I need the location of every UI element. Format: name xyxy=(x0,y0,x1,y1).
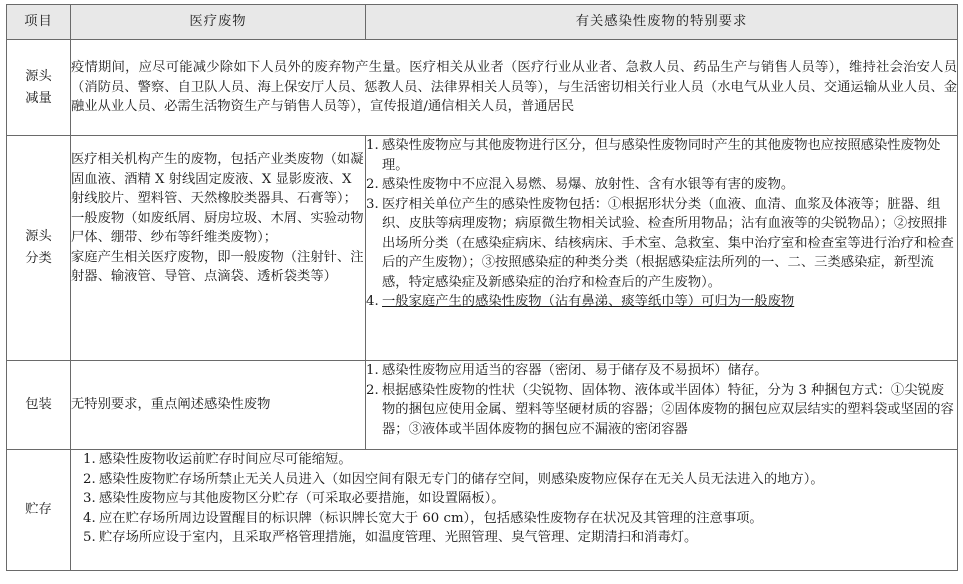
row-storage xyxy=(7,450,958,571)
row-source-reduction xyxy=(7,40,958,136)
row-packaging xyxy=(7,361,958,450)
row-label-line1: 源头 xyxy=(25,68,52,84)
row-label-packaging: 包装 xyxy=(7,361,71,450)
source-reduction-text: 疫情期间，应尽可能减少除如下人员外的废弃物产生量。医疗相关从业者（医疗行业从业者、急救人员、药品生产与销售人员等），维持社会治安人员（消防员、警察、自卫队人员、海上保安厅人员、惩教人员、法律界相关人员等），与生活密切相关行业人员（水电气从业人员、交通运输从业人员、金融业从业人员、必需生活物资生产与销售人员等），宣传报道/通信相关人员，普通居民 xyxy=(71,40,958,136)
infectious-waste-table xyxy=(6,4,958,571)
row-label-storage: 贮存 xyxy=(7,450,71,571)
packaging-requirements xyxy=(366,361,958,450)
medical-waste-paragraph: 一般废物（如废纸屑、厨房垃圾、木屑、实验动物尸体、绷带、纱布等纤维类废物）； xyxy=(71,210,364,245)
row-label-line2: 分类 xyxy=(25,251,52,266)
list-item: 3. 感染性废物应与其他废物区分贮存（可采取必要措施，如设置隔板）。 xyxy=(83,491,505,506)
row-label-source-classification xyxy=(7,136,71,361)
requirements-list xyxy=(366,136,957,312)
storage-requirements xyxy=(71,450,958,571)
list-item: 1. 感染性废物应用适当的容器（密闭、易于储存及不易损坏）储存。 xyxy=(366,363,768,378)
table-header-row xyxy=(7,5,958,40)
source-classification-medical-waste xyxy=(71,136,366,361)
list-item: 1. 感染性废物应与其他废物进行区分，但与感染性废物同时产生的其他废物也应按照感染性废物处理。 xyxy=(366,138,941,173)
row-label-line2: 减量 xyxy=(25,90,52,106)
list-item: 3. 医疗相关单位产生的感染性废物包括：①根据形状分类（血液、血清、血浆及体液等；脏器、组织、皮肤等病理废物；病原微生物相关试验、检查所用物品；沾有血液等的尖锐物品）；②按照排出场所分类（在感染症病床、结核病床、手术室、急救室、集中治疗室和检查室等进行治疗和检查后的产生废物）；③按照感染症的种类分类（根据感染症法所列的一、二、三类感染症，新型流感，特定感染症及新感染症的治疗和检查后的产生废物）。 xyxy=(366,196,954,290)
medical-waste-paragraph: 家庭产生相关医疗废物，即一般废物（注射针、注射器、输液管、导管、点滴袋、透析袋类等） xyxy=(71,249,364,284)
header-item: 项目 xyxy=(7,5,71,40)
packaging-medical-waste: 无特别要求，重点阐述感染性废物 xyxy=(71,361,366,450)
source-classification-requirements xyxy=(366,136,958,361)
list-item: 2. 根据感染性废物的性状（尖锐物、固体物、液体或半固体）特征，分为 3 种捆包方式：①尖锐废物的捆包应使用金属、塑料等坚硬材质的容器；②固体废物的捆包应双层结实的塑料袋或坚固的容器；③液体或半固体废物的捆包应不漏液的密闭容器 xyxy=(366,382,954,437)
row-label-line1: 源头 xyxy=(25,229,52,244)
list-item: 4. 一般家庭产生的感染性废物（沾有鼻涕、痰等纸巾等）可归为一般废物 xyxy=(366,294,795,309)
header-special-requirements: 有关感染性废物的特别要求 xyxy=(366,5,958,40)
header-medical-waste: 医疗废物 xyxy=(71,5,366,40)
list-item: 4. 应在贮存场所周边设置醒目的标识牌（标识牌长宽大于 60 cm），包括感染性废物存在状况及其管理的注意事项。 xyxy=(83,510,763,526)
list-item: 2. 感染性废物贮存场所禁止无关人员进入（如因空间有限无专门的储存空间，则感染废物应保存在无关人员无法进入的地方）。 xyxy=(83,471,824,487)
list-item: 2. 感染性废物中不应混入易燃、易爆、放射性、含有水银等有害的废物。 xyxy=(366,177,795,192)
requirements-list xyxy=(366,361,957,439)
row-label-source-reduction xyxy=(7,40,71,136)
list-item: 5. 贮存场所应设于室内，且采取严格管理措施，如温度管理、光照管理、臭气管理、定期清扫和消毒灯。 xyxy=(83,530,698,545)
row-source-classification xyxy=(7,136,958,361)
storage-list xyxy=(83,450,957,548)
medical-waste-paragraph: 医疗相关机构产生的废物，包括产业类废物（如凝固血液、酒精 X 射线固定废液、X 显影废液、X 射线胶片、塑料管、天然橡胶类器具、石膏等）； xyxy=(71,152,364,206)
list-item: 1. 感染性废物收运前贮存时间应尽可能缩短。 xyxy=(83,452,352,467)
